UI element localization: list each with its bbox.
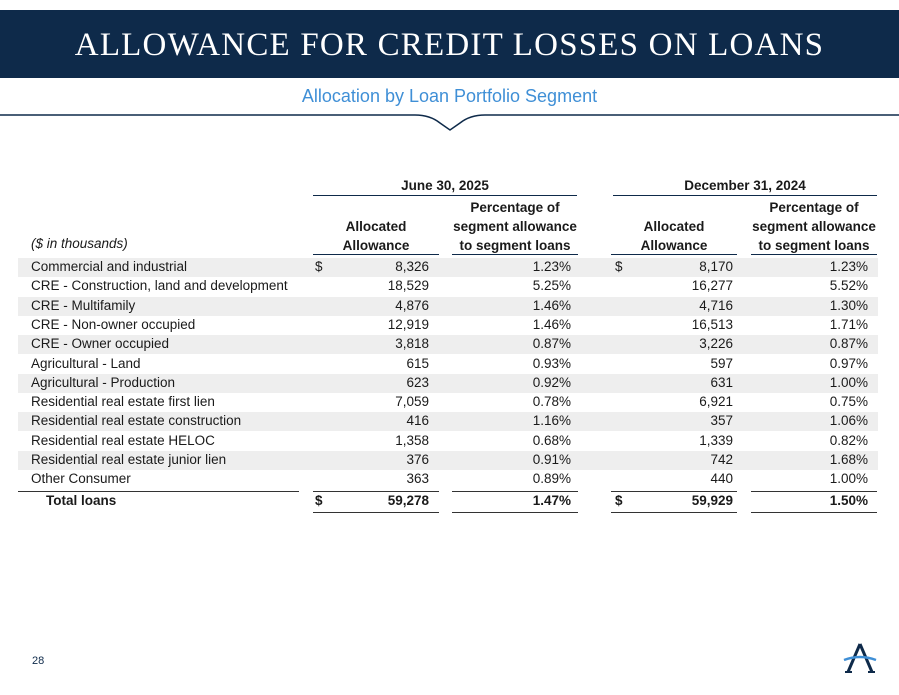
table-row-segment: Residential real estate junior lien (31, 452, 227, 467)
col-header-allocated-jun: Allocated Allowance (342, 219, 410, 253)
cell-dec-pct: 1.30% (829, 297, 868, 313)
col-header-pct-jun: Percentage of segment allowance to segment loans (453, 200, 577, 253)
cell-jun-pct: 0.87% (532, 336, 571, 352)
table-row-segment: Other Consumer (31, 471, 131, 487)
table-row-segment: Agricultural - Land (31, 355, 141, 371)
col-header-pct-dec: Percentage of segment allowance to segment loans (752, 200, 876, 253)
table-row-segment: CRE - Non-owner occupied (31, 316, 196, 332)
total-jun-allocated: 59,278 (387, 492, 429, 508)
header-underline (611, 254, 737, 255)
cell-jun-pct: 0.89% (532, 471, 571, 487)
total-dec-allocated: 59,929 (691, 492, 733, 508)
cell-dec-pct: 1.00% (829, 374, 868, 390)
cell-dec-allocated: 631 (710, 374, 733, 390)
table-row-segment: Commercial and industrial (31, 259, 188, 274)
table-row-segment: Residential real estate construction (31, 413, 242, 429)
table-row-segment: CRE - Multifamily (31, 297, 136, 313)
total-underline (452, 512, 578, 513)
cell-jun-allocated: 18,529 (387, 278, 429, 294)
header-underline (313, 254, 439, 255)
cell-jun-allocated: 1,358 (395, 432, 429, 448)
cell-dec-allocated: 4,716 (699, 297, 733, 313)
cell-jun-pct: 0.68% (532, 432, 571, 448)
cell-dec-allocated: 1,339 (699, 432, 733, 448)
title-banner (0, 10, 899, 78)
cell-jun-pct: 1.46% (532, 316, 571, 332)
period-header-dec-2024: December 31, 2024 (684, 178, 806, 193)
cell-dec-pct: 0.82% (829, 432, 868, 448)
cell-jun-allocated: 363 (406, 471, 429, 487)
cell-jun-allocated: 12,919 (387, 316, 429, 332)
section-divider (0, 106, 899, 134)
subtotal-line (18, 491, 299, 492)
cell-jun-pct: 0.93% (532, 355, 571, 371)
cell-dec-pct: 1.00% (829, 471, 868, 487)
cell-dec-pct: 1.23% (829, 259, 868, 274)
cell-jun-allocated: 615 (406, 355, 429, 371)
total-underline (751, 512, 877, 513)
col-header-allocated-dec: Allocated Allowance (640, 219, 708, 253)
cell-jun-pct: 0.91% (532, 452, 571, 467)
currency-symbol: $ (615, 492, 623, 508)
table-row-segment: CRE - Construction, land and development (31, 278, 288, 294)
company-logo-a-icon (842, 642, 878, 674)
cell-dec-allocated: 16,513 (691, 316, 733, 332)
cell-dec-allocated: 6,921 (699, 394, 733, 410)
cell-dec-pct: 1.06% (829, 413, 868, 429)
period-underline (313, 195, 577, 196)
cell-dec-allocated: 440 (710, 471, 733, 487)
cell-dec-pct: 1.68% (829, 452, 868, 467)
subtotal-line (611, 491, 737, 492)
page-title: ALLOWANCE FOR CREDIT LOSSES ON LOANS (74, 27, 825, 63)
cell-dec-pct: 0.75% (829, 394, 868, 410)
cell-dec-allocated: 8,170 (699, 259, 733, 274)
cell-dec-allocated: 597 (710, 355, 733, 371)
total-jun-pct: 1.47% (532, 492, 571, 508)
page-number: 28 (32, 655, 45, 667)
header-underline (452, 254, 578, 255)
units-label: ($ in thousands) (31, 236, 128, 251)
table-row-segment: Residential real estate first lien (31, 394, 215, 410)
cell-jun-allocated: 8,326 (395, 259, 429, 274)
header-underline (751, 254, 877, 255)
cell-jun-allocated: 416 (406, 413, 429, 429)
currency-symbol: $ (315, 259, 323, 274)
cell-dec-allocated: 742 (710, 452, 733, 467)
subtotal-line (313, 491, 439, 492)
cell-jun-allocated: 623 (406, 374, 429, 390)
page-subtitle: Allocation by Loan Portfolio Segment (301, 86, 598, 106)
subtotal-line (751, 491, 877, 492)
total-underline (313, 512, 439, 513)
cell-jun-allocated: 376 (406, 452, 429, 467)
cell-jun-pct: 1.46% (532, 297, 571, 313)
total-underline (611, 512, 737, 513)
cell-dec-pct: 1.71% (829, 316, 868, 332)
cell-dec-allocated: 16,277 (691, 278, 733, 294)
cell-jun-pct: 5.25% (532, 278, 571, 294)
period-underline (613, 195, 877, 196)
currency-symbol: $ (615, 259, 623, 274)
table-row-segment: Agricultural - Production (31, 374, 176, 390)
cell-jun-allocated: 7,059 (395, 394, 429, 410)
cell-jun-allocated: 3,818 (395, 336, 429, 352)
total-dec-pct: 1.50% (829, 492, 868, 508)
cell-jun-pct: 0.92% (532, 374, 571, 390)
period-header-jun-2025: June 30, 2025 (401, 178, 489, 193)
cell-dec-pct: 0.97% (829, 355, 868, 371)
cell-jun-allocated: 4,876 (395, 297, 429, 313)
cell-dec-allocated: 3,226 (699, 336, 733, 352)
total-row-label: Total loans (46, 492, 117, 508)
currency-symbol: $ (315, 492, 323, 508)
cell-jun-pct: 0.78% (532, 394, 571, 410)
table-row-segment: Residential real estate HELOC (31, 432, 215, 448)
table-row-segment: CRE - Owner occupied (31, 336, 170, 352)
subtotal-line (452, 491, 578, 492)
cell-dec-allocated: 357 (710, 413, 733, 429)
cell-jun-pct: 1.16% (532, 413, 571, 429)
row-stripe (18, 297, 878, 316)
cell-dec-pct: 0.87% (829, 336, 868, 352)
cell-dec-pct: 5.52% (829, 278, 868, 294)
cell-jun-pct: 1.23% (532, 259, 571, 274)
